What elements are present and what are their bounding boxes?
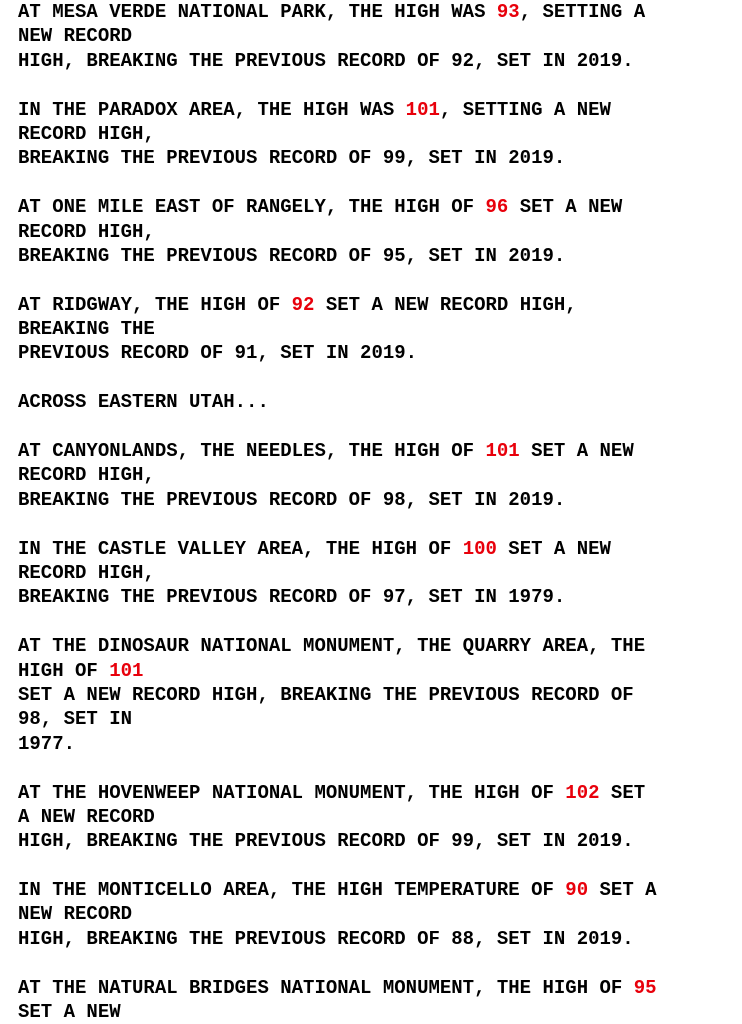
text-segment: NEW RECORD <box>18 903 133 926</box>
text-segment: SET A <box>588 879 657 902</box>
text-line <box>18 390 740 414</box>
paragraph-spacer <box>18 366 740 390</box>
paragraph-spacer <box>18 854 740 878</box>
text-line <box>18 878 740 902</box>
text-line <box>18 805 740 829</box>
paragraph <box>18 537 740 610</box>
paragraph <box>18 293 740 366</box>
text-line <box>18 488 740 512</box>
text-segment: RECORD HIGH, <box>18 464 155 487</box>
text-segment: AT THE DINOSAUR NATIONAL MONUMENT, THE QUARRY AREA, THE <box>18 635 646 658</box>
record-temperature-value: 101 <box>485 440 520 463</box>
text-segment: 98, SET IN <box>18 708 133 731</box>
text-line <box>18 0 740 24</box>
text-line <box>18 707 740 731</box>
text-line <box>18 146 740 170</box>
record-temperature-value: 90 <box>565 879 589 902</box>
text-segment: NEW RECORD <box>18 25 133 48</box>
text-segment: 1977. <box>18 732 76 755</box>
text-segment: AT RIDGWAY, THE HIGH OF <box>18 293 292 316</box>
text-segment: BREAKING THE PREVIOUS RECORD OF 97, SET IN 1979. <box>18 586 566 609</box>
text-segment: , SETTING A NEW <box>439 98 611 121</box>
text-segment: SET A NEW <box>508 196 623 219</box>
paragraph-spacer <box>18 610 740 634</box>
record-temperature-value: 93 <box>496 1 520 23</box>
text-segment: AT CANYONLANDS, THE NEEDLES, THE HIGH OF <box>18 440 486 463</box>
paragraph-spacer <box>18 512 740 536</box>
text-line <box>18 98 740 122</box>
paragraph-spacer <box>18 268 740 292</box>
record-temperature-value: 92 <box>291 293 315 316</box>
text-line <box>18 244 740 268</box>
text-segment: AT THE HOVENWEEP NATIONAL MONUMENT, THE HIGH OF <box>18 781 566 804</box>
text-segment: RECORD HIGH, <box>18 122 155 145</box>
text-segment: PREVIOUS RECORD OF 91, SET IN 2019. <box>18 342 418 365</box>
text-line <box>18 439 740 463</box>
text-line <box>18 220 740 244</box>
text-segment: SET A NEW RECORD HIGH, BREAKING THE PREVIOUS RECORD OF <box>18 683 634 706</box>
text-line <box>18 683 740 707</box>
text-segment: SET A NEW <box>18 1001 121 1024</box>
text-segment: AT THE NATURAL BRIDGES NATIONAL MONUMENT, THE HIGH OF <box>18 976 634 999</box>
text-segment: SET A NEW <box>519 440 634 463</box>
text-line <box>18 1000 740 1024</box>
record-temperature-value: 102 <box>565 781 600 804</box>
text-segment: AT MESA VERDE NATIONAL PARK, THE HIGH WAS <box>18 1 497 23</box>
paragraph <box>18 976 740 1024</box>
text-line <box>18 659 740 683</box>
text-segment: ACROSS EASTERN UTAH... <box>18 391 269 414</box>
paragraph-spacer <box>18 415 740 439</box>
record-temperature-value: 101 <box>109 659 144 682</box>
text-line <box>18 122 740 146</box>
text-line <box>18 49 740 73</box>
text-segment: HIGH, BREAKING THE PREVIOUS RECORD OF 99, SET IN 2019. <box>18 830 634 853</box>
text-segment: IN THE CASTLE VALLEY AREA, THE HIGH OF <box>18 537 463 560</box>
text-line <box>18 829 740 853</box>
text-segment: AT ONE MILE EAST OF RANGELY, THE HIGH OF <box>18 196 486 219</box>
text-segment: SET <box>599 781 646 804</box>
paragraph-spacer <box>18 73 740 97</box>
text-segment: SET A NEW RECORD HIGH, <box>314 293 577 316</box>
paragraph <box>18 390 740 414</box>
document-body <box>18 0 740 1024</box>
paragraph <box>18 98 740 171</box>
text-line <box>18 24 740 48</box>
record-temperature-value: 95 <box>633 976 657 999</box>
text-line <box>18 781 740 805</box>
text-segment: HIGH, BREAKING THE PREVIOUS RECORD OF 88, SET IN 2019. <box>18 927 634 950</box>
paragraph <box>18 195 740 268</box>
record-temperature-value: 100 <box>462 537 497 560</box>
text-segment: A NEW RECORD <box>18 805 155 828</box>
paragraph-spacer <box>18 756 740 780</box>
text-line <box>18 463 740 487</box>
text-line <box>18 293 740 317</box>
text-segment: HIGH, BREAKING THE PREVIOUS RECORD OF 92, SET IN 2019. <box>18 49 634 72</box>
text-segment: BREAKING THE PREVIOUS RECORD OF 98, SET IN 2019. <box>18 488 566 511</box>
text-segment: RECORD HIGH, <box>18 561 155 584</box>
text-segment: BREAKING THE PREVIOUS RECORD OF 95, SET IN 2019. <box>18 244 566 267</box>
paragraph <box>18 634 740 756</box>
text-line <box>18 537 740 561</box>
paragraph <box>18 878 740 951</box>
text-segment: HIGH OF <box>18 659 110 682</box>
text-segment: BREAKING THE PREVIOUS RECORD OF 99, SET IN 2019. <box>18 147 566 170</box>
text-line <box>18 561 740 585</box>
text-line <box>18 732 740 756</box>
text-line <box>18 195 740 219</box>
text-segment: , SETTING A <box>519 1 646 23</box>
paragraph <box>18 0 740 73</box>
text-line <box>18 317 740 341</box>
text-segment: IN THE PARADOX AREA, THE HIGH WAS <box>18 98 406 121</box>
text-segment: BREAKING THE <box>18 318 155 341</box>
paragraph-spacer <box>18 951 740 975</box>
text-line <box>18 902 740 926</box>
record-temperature-value: 101 <box>405 98 440 121</box>
text-line <box>18 976 740 1000</box>
paragraph <box>18 439 740 512</box>
text-line <box>18 341 740 365</box>
paragraph-spacer <box>18 171 740 195</box>
text-segment: IN THE MONTICELLO AREA, THE HIGH TEMPERATURE OF <box>18 879 566 902</box>
record-temperature-value: 96 <box>485 196 509 219</box>
paragraph <box>18 781 740 854</box>
text-line <box>18 585 740 609</box>
text-line <box>18 927 740 951</box>
text-segment: SET A NEW <box>496 537 611 560</box>
text-line <box>18 634 740 658</box>
text-segment: RECORD HIGH, <box>18 220 155 243</box>
